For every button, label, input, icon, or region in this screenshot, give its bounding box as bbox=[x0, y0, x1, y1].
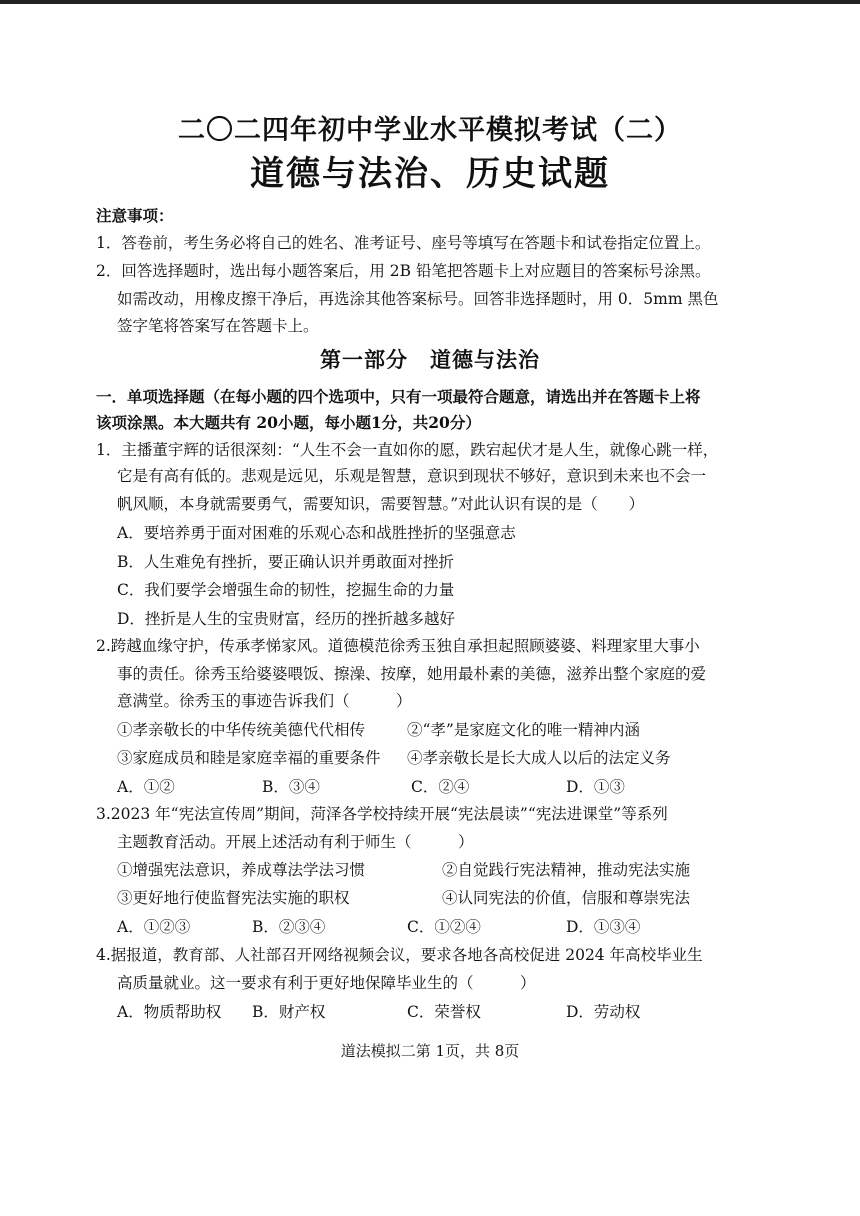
part1-title: 第一部分 道德与法治 bbox=[320, 347, 540, 372]
question-2-option-d: D．①③ bbox=[566, 778, 625, 796]
page-footer: 道法模拟二第 1页，共 8页 bbox=[340, 1042, 520, 1060]
question-2-statement-3: ③家庭成员和睦是家庭幸福的重要条件 bbox=[117, 749, 381, 767]
question-1-line-2: 它是有高有低的。悲观是远见，乐观是智慧，意识到现状不够好，意识到未来也不会一 bbox=[117, 467, 707, 485]
question-3-statement-4: ④认同宪法的价值，信服和尊崇宪法 bbox=[442, 889, 691, 907]
question-1-option-a: A．要培养勇于面对困难的乐观心态和战胜挫折的坚强意志 bbox=[117, 524, 516, 542]
question-1-option-d: D．挫折是人生的宝贵财富，经历的挫折越多越好 bbox=[117, 610, 455, 628]
question-3-option-b: B．②③④ bbox=[252, 918, 326, 936]
question-3-option-a: A．①②③ bbox=[117, 918, 191, 936]
question-4-option-b: B．财产权 bbox=[252, 1003, 326, 1021]
question-3-option-c: C．①②④ bbox=[407, 918, 481, 936]
question-1-line-1: 1．主播董宇辉的话很深刻：“人生不会一直如你的愿，跌宕起伏才是人生，就像心跳一样， bbox=[96, 441, 719, 459]
question-2-option-c: C．②④ bbox=[411, 778, 470, 796]
question-2-statement-4: ④孝亲敬长是长大成人以后的法定义务 bbox=[407, 749, 671, 767]
question-4-line-1: 4.据报道，教育部、人社部召开网络视频会议，要求各地各高校促进 2024 年高校毕业生 bbox=[96, 946, 703, 964]
question-2-statement-2: ②“孝”是家庭文化的唯一精神内涵 bbox=[407, 721, 640, 739]
question-4-line-2: 高质量就业。这一要求有利于更好地保障毕业生的（ ） bbox=[117, 974, 536, 992]
notice-item-2-line-2: 如需改动，用橡皮擦干净后，再选涂其他答案标号。回答非选择题时，用 0．5mm 黑色 bbox=[117, 290, 719, 308]
question-2-option-b: B．③④ bbox=[262, 778, 320, 796]
question-4-option-a: A．物质帮助权 bbox=[117, 1003, 222, 1021]
section1-instructions-line-2: 该项涂黑。本大题共有 20小题，每小题1分，共20分） bbox=[96, 413, 481, 432]
question-2-line-1: 2.跨越血缘守护，传承孝悌家风。道德模范徐秀玉独自承担起照顾婆婆、料理家里大事小 bbox=[96, 637, 700, 655]
question-4-option-d: D．劳动权 bbox=[566, 1003, 641, 1021]
notice-item-2-line-3: 签字笔将答案写在答题卡上。 bbox=[117, 317, 319, 335]
question-1-option-b: B．人生难免有挫折，要正确认识并勇敢面对挫折 bbox=[117, 553, 454, 571]
question-3-statement-1: ①增强宪法意识，养成尊法学法习惯 bbox=[117, 861, 366, 879]
question-4-option-c: C．荣誉权 bbox=[407, 1003, 481, 1021]
question-1-line-3: 帆风顺，本身就需要勇气，需要知识，需要智慧。”对此认识有误的是（ ） bbox=[117, 495, 645, 513]
exam-subtitle: 道德与法治、历史试题 bbox=[250, 154, 610, 194]
question-2-line-3: 意满堂。徐秀玉的事迹告诉我们（ ） bbox=[117, 692, 412, 710]
question-3-statement-2: ②自觉践行宪法精神，推动宪法实施 bbox=[442, 861, 691, 879]
section1-instructions-line-1: 一．单项选择题（在每小题的四个选项中，只有一项最符合题意，请选出并在答题卡上将 bbox=[96, 387, 701, 406]
notice-item-2-line-1: 2．回答选择题时，选出每小题答案后，用 2B 铅笔把答题卡上对应题目的答案标号涂黑。 bbox=[96, 262, 711, 280]
question-3-line-2: 主题教育活动。开展上述活动有利于师生（ ） bbox=[117, 833, 474, 851]
question-2-option-a: A．①② bbox=[117, 778, 175, 796]
question-3-statement-3: ③更好地行使监督宪法实施的职权 bbox=[117, 889, 350, 907]
question-2-statement-1: ①孝亲敬长的中华传统美德代代相传 bbox=[117, 721, 366, 739]
question-3-line-1: 3.2023 年“宪法宣传周”期间，菏泽各学校持续开展“宪法晨读”“宪法进课堂”等系列 bbox=[96, 805, 668, 823]
notice-heading: 注意事项： bbox=[96, 206, 174, 225]
scan-edge bbox=[0, 0, 860, 4]
exam-title: 二〇二四年初中学业水平模拟考试（二） bbox=[178, 115, 682, 146]
question-2-line-2: 事的责任。徐秀玉给婆婆喂饭、擦澡、按摩，她用最朴素的美德，滋养出整个家庭的爱 bbox=[117, 665, 707, 683]
notice-item-1: 1．答卷前，考生务必将自己的姓名、准考证号、座号等填写在答题卡和试卷指定位置上。 bbox=[96, 234, 711, 252]
question-3-option-d: D．①③④ bbox=[566, 918, 641, 936]
question-1-option-c: C．我们要学会增强生命的韧性，挖掘生命的力量 bbox=[117, 581, 455, 599]
